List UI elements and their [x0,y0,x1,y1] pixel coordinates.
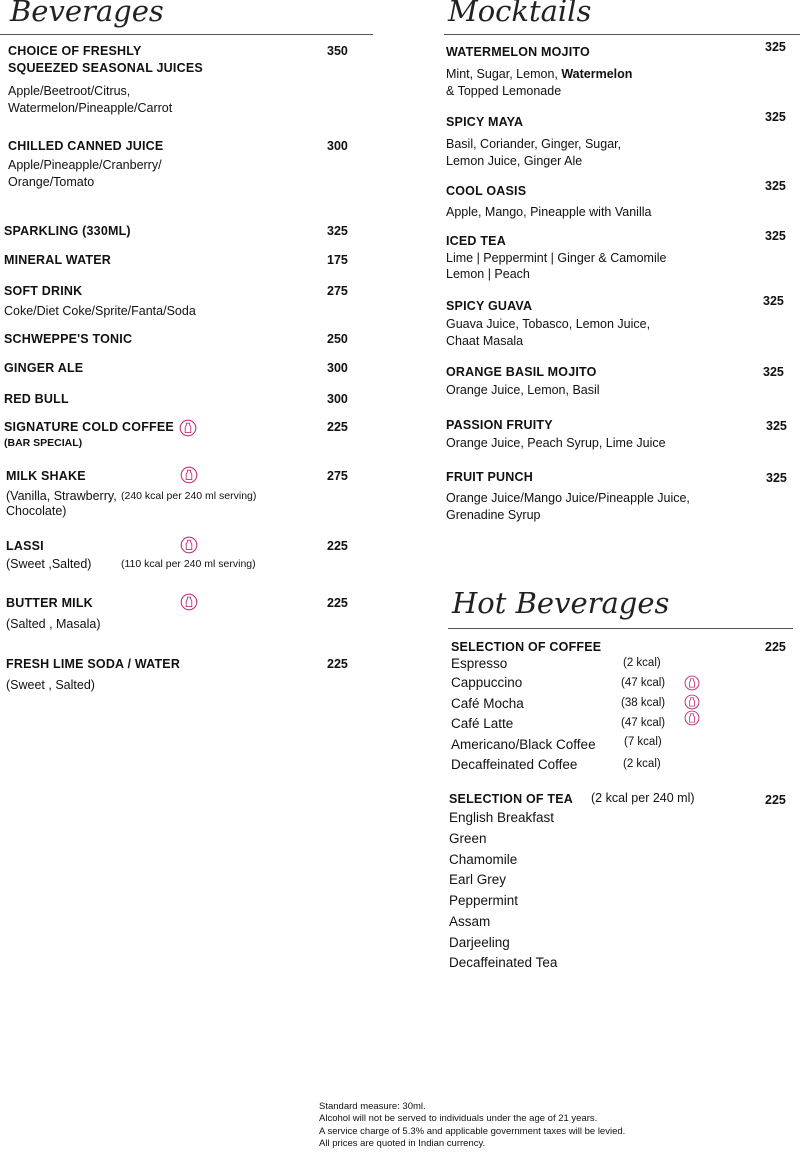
item-name: PASSION FRUITY [446,418,553,432]
item-price: 325 [763,294,784,308]
footer-line: A service charge of 5.3% and applicable government taxes will be levied. [319,1125,626,1137]
item-price: 325 [765,40,786,54]
tea-kcal: (2 kcal per 240 ml) [591,791,695,805]
item-name: BUTTER MILK [6,596,93,610]
item-price: 350 [327,44,348,58]
item-name: CHILLED CANNED JUICE [8,139,164,153]
coffee-item: Espresso [451,656,508,671]
item-description: (Sweet , Salted) [6,678,95,692]
footer-line: Alcohol will not be served to individuals under the age of 21 years. [319,1113,598,1125]
coffee-kcal: (2 kcal) [623,758,661,770]
item-price: 175 [327,253,348,267]
tea-item: Chamomile [449,852,518,867]
item-description: Apple/Beetroot/Citrus, [8,84,131,98]
item-description: & Topped Lemonade [446,84,562,98]
item-name: RED BULL [4,392,69,406]
hot-beverages-heading: Hot Beverages [452,586,670,620]
item-price: 325 [766,471,787,485]
desc-highlight: Watermelon [561,67,633,81]
item-name: LASSI [6,539,44,553]
item-description: Chocolate) [6,504,67,518]
item-price: 300 [327,139,348,153]
tea-section-title: SELECTION OF TEA [449,792,574,806]
item-description: Coke/Diet Coke/Sprite/Fanta/Soda [4,304,196,318]
tea-item: Peppermint [449,893,519,908]
item-name: MILK SHAKE [6,469,86,483]
item-description: Orange Juice, Lemon, Basil [446,383,600,397]
item-price: 275 [327,469,348,483]
milk-bottle-icon [684,694,700,710]
item-price: 225 [327,539,348,553]
item-price: 325 [765,179,786,193]
item-name: MINERAL WATER [4,253,111,267]
mocktails-heading: Mocktails [448,0,592,28]
item-description: Guava Juice, Tobasco, Lemon Juice, [446,317,651,331]
item-name: SQUEEZED SEASONAL JUICES [8,61,203,75]
item-description: Basil, Coriander, Ginger, Sugar, [446,137,622,151]
coffee-price: 225 [765,640,786,654]
milk-bottle-icon [684,710,700,726]
milk-bottle-icon [684,675,700,691]
coffee-kcal: (47 kcal) [621,717,666,729]
item-price: 325 [765,229,786,243]
footer-line: All prices are quoted in Indian currency. [319,1138,486,1150]
item-description: Orange Juice, Peach Syrup, Lime Juice [446,436,666,450]
hot-beverages-divider [448,628,793,629]
desc-part: Mint, Sugar, Lemon, [446,67,562,81]
item-description: Apple/Pineapple/Cranberry/ [8,158,162,172]
item-description: Apple, Mango, Pineapple with Vanilla [446,205,652,219]
item-price: 250 [327,332,348,346]
item-description: (Vanilla, Strawberry, [6,489,117,503]
coffee-item: Cappuccino [451,675,523,690]
item-name: SPICY MAYA [446,115,524,129]
milk-bottle-icon [180,536,198,554]
item-name: FRUIT PUNCH [446,470,533,484]
item-kcal: (110 kcal per 240 ml serving) [121,558,256,570]
item-name: SOFT DRINK [4,284,83,298]
item-description [446,66,632,83]
milk-bottle-icon [180,593,198,611]
item-price: 300 [327,392,348,406]
item-name: SPARKLING (330ML) [4,224,131,238]
tea-price: 225 [765,793,786,807]
item-description: Chaat Masala [446,334,524,348]
footer-notes [319,1101,625,1151]
item-description: Orange Juice/Mango Juice/Pineapple Juice, [446,491,690,505]
tea-item: Earl Grey [449,872,507,887]
item-description: Lime | Peppermint | Ginger & Camomile [446,251,667,265]
item-price: 325 [766,419,787,433]
item-name: SPICY GUAVA [446,299,533,313]
item-description: (Sweet ,Salted) [6,557,92,571]
item-name: WATERMELON MOJITO [446,45,590,59]
beverages-divider [0,34,373,35]
item-description: Grenadine Syrup [446,508,541,522]
item-price: 225 [327,596,348,610]
item-kcal: (240 kcal per 240 ml serving) [121,490,257,502]
item-description: Lemon Juice, Ginger Ale [446,154,583,168]
coffee-kcal: (38 kcal) [621,697,666,709]
item-name: SIGNATURE COLD COFFEE [4,420,174,434]
item-name: SCHWEPPE'S TONIC [4,332,133,346]
item-name: GINGER ALE [4,361,84,375]
item-name: ICED TEA [446,234,506,248]
item-price: 300 [327,361,348,375]
item-price: 225 [327,657,348,671]
milk-bottle-icon [180,466,198,484]
milk-bottle-icon [179,419,197,437]
item-price: 325 [765,110,786,124]
coffee-kcal: (7 kcal) [624,736,662,748]
item-description: Watermelon/Pineapple/Carrot [8,101,173,115]
tea-item: Decaffeinated Tea [449,955,558,970]
coffee-kcal: (2 kcal) [623,657,661,669]
coffee-item: Americano/Black Coffee [451,737,596,752]
coffee-section-title: SELECTION OF COFFEE [451,640,602,654]
coffee-item: Café Latte [451,716,514,731]
item-description: (Salted , Masala) [6,617,101,631]
item-name: CHOICE OF FRESHLY [8,44,142,58]
tea-item: English Breakfast [449,810,555,825]
mocktails-divider [444,34,800,35]
item-name: COOL OASIS [446,184,527,198]
item-price: 275 [327,284,348,298]
item-description: Lemon | Peach [446,267,530,281]
item-description: Orange/Tomato [8,175,95,189]
tea-item: Green [449,831,487,846]
item-price: 325 [763,365,784,379]
footer-line: Standard measure: 30ml. [319,1101,426,1112]
item-note: (BAR SPECIAL) [4,437,83,449]
item-price: 325 [327,224,348,238]
coffee-item: Decaffeinated Coffee [451,757,578,772]
beverages-heading: Beverages [10,0,164,28]
tea-item: Darjeeling [449,935,510,950]
coffee-kcal: (47 kcal) [621,677,666,689]
item-name: ORANGE BASIL MOJITO [446,365,597,379]
tea-item: Assam [449,914,491,929]
item-name: FRESH LIME SODA / WATER [6,657,181,671]
item-price: 225 [327,420,348,434]
coffee-item: Café Mocha [451,696,524,711]
